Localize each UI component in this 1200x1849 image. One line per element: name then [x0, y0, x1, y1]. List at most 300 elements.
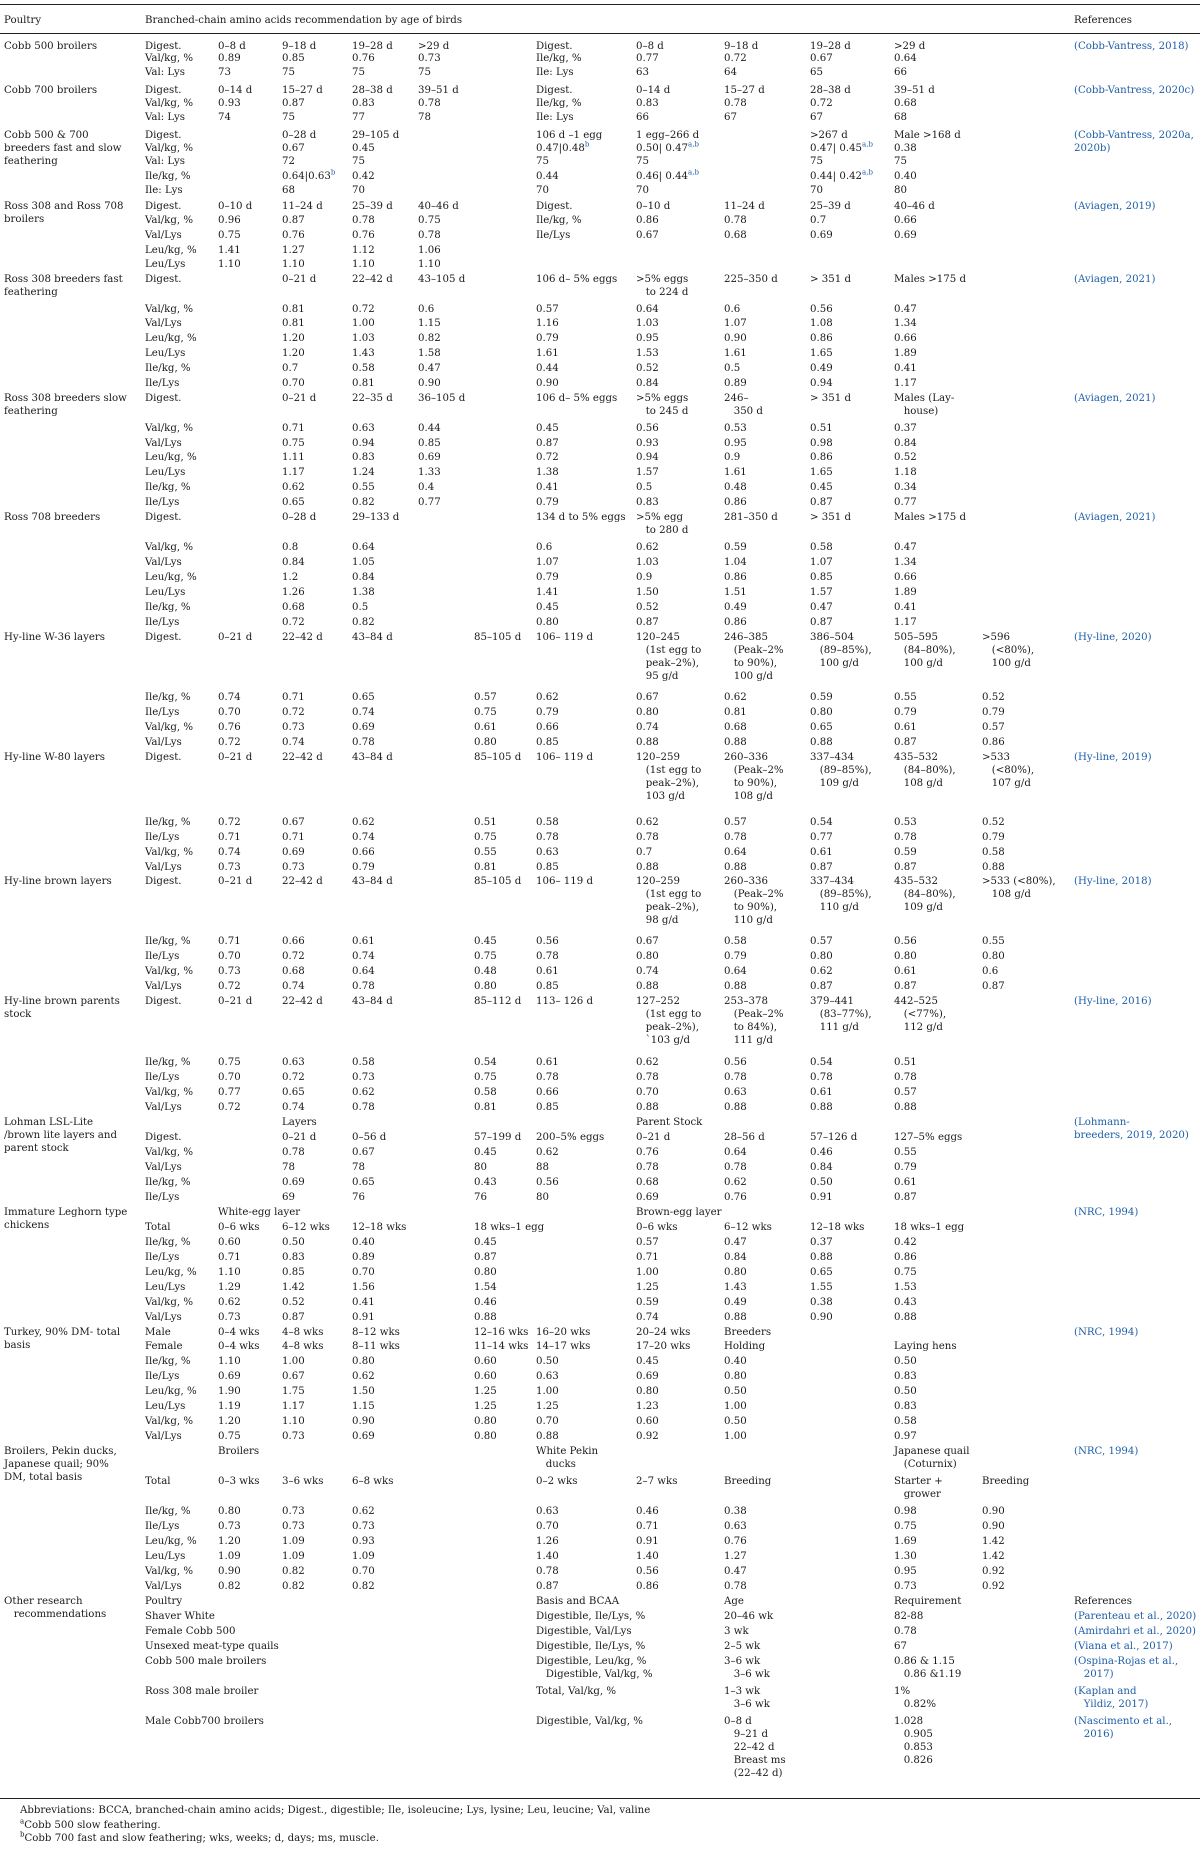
table-cell [282, 377, 305, 390]
cell-text: >596 (<80%), 100 g/d [982, 632, 1035, 669]
cell-text: 0.85 [536, 1102, 559, 1113]
table-cell [810, 1296, 833, 1309]
cell-text: 1.61 [724, 348, 747, 359]
table-cell [810, 1221, 864, 1234]
table-cell [894, 1101, 917, 1114]
cell-text: 1.89 [894, 587, 917, 598]
table-cell [724, 1281, 747, 1294]
cell-text: 386–504 (89–85%), 100 g/d [810, 632, 872, 669]
table-cell [636, 66, 649, 79]
reference-link[interactable] [1074, 200, 1156, 213]
table-cell [724, 1430, 747, 1443]
cell-text: 1.40 [536, 1551, 559, 1562]
table-cell [636, 1281, 659, 1294]
cell-text: 0.80 [474, 737, 497, 748]
table-cell [894, 571, 917, 584]
table-cell [352, 496, 375, 509]
table-cell [894, 1236, 917, 1249]
cell-text: 0.72 [218, 817, 241, 828]
table-cell [145, 1071, 179, 1084]
table-cell [418, 200, 459, 213]
cell-text: 9–18 d [724, 41, 759, 52]
table-cell [145, 1236, 191, 1249]
cell-text: 0.70 [352, 1566, 375, 1577]
cell-text: 0.77 [218, 1087, 241, 1098]
cell-text: 0.45 [352, 143, 375, 154]
table-cell [145, 437, 182, 450]
table-cell [282, 736, 305, 749]
table-cell [536, 317, 559, 330]
table-cell [145, 1625, 235, 1638]
table-cell [982, 706, 1005, 719]
cell-text: 85–112 d [474, 996, 522, 1007]
table-cell [474, 861, 497, 874]
cell-text: 1.00 [282, 1356, 305, 1367]
cell-text: 246–385 (Peak–2% to 90%), 100 g/d [724, 632, 784, 682]
cell-text: 12–18 wks [810, 1222, 865, 1233]
table-cell [218, 1580, 241, 1593]
cell-text: 0.50 [282, 1237, 305, 1248]
reference-link[interactable] [1074, 875, 1152, 888]
cell-text: 0.69 [810, 230, 833, 241]
table-cell [724, 1715, 786, 1780]
cell-text: Leu/Lys [145, 1551, 186, 1562]
table-cell [418, 347, 441, 360]
reference-link[interactable] [1074, 392, 1156, 405]
table-cell [536, 980, 559, 993]
cell-text: 0.80 [218, 1506, 241, 1517]
footnote-b [20, 1832, 379, 1845]
table-cell [636, 1430, 659, 1443]
table-cell [724, 935, 747, 948]
cell-text: 67 [724, 112, 737, 123]
table-cell [724, 303, 740, 316]
cell-text: 39–51 d [894, 85, 935, 96]
cell-text: 0–4 wks [218, 1327, 260, 1338]
table-cell [218, 861, 241, 874]
table-cell [536, 52, 582, 65]
table-cell [636, 861, 659, 874]
cell-text: 1.65 [810, 348, 833, 359]
table-cell [810, 601, 833, 614]
table-cell [810, 200, 851, 213]
cell-text: 1.34 [894, 318, 917, 329]
cell-text: 0.95 [724, 438, 747, 449]
table-cell [636, 1370, 659, 1383]
cell-text: 0.52 [982, 692, 1005, 703]
table-cell [218, 1281, 241, 1294]
table-cell [636, 1340, 690, 1353]
cell-text: 2–5 wk [724, 1641, 761, 1652]
table-cell [282, 691, 305, 704]
cell-text: 0.67 [636, 936, 659, 947]
reference-link[interactable] [1074, 631, 1152, 644]
table-cell [352, 831, 375, 844]
reference-link[interactable] [1074, 1206, 1138, 1219]
table-cell [145, 303, 193, 316]
cell-text: 0.73 [218, 966, 241, 977]
cell-text: 106– 119 d [536, 752, 593, 763]
cell-text: 0.73 [352, 1072, 375, 1083]
table-cell [724, 392, 763, 418]
cell-text: 0.34 [894, 482, 917, 493]
table-cell [282, 303, 305, 316]
table-cell [636, 1131, 670, 1144]
cell-text: 1.43 [724, 1282, 747, 1293]
cell-text: 0.78 [724, 1581, 747, 1592]
cell-text: 0.78 [894, 1072, 917, 1083]
table-cell [636, 736, 659, 749]
table-cell [145, 980, 182, 993]
table-cell [810, 861, 833, 874]
cell-text: 0.65 [282, 497, 305, 508]
cell-text: 0.4 [418, 482, 435, 493]
cell-text: 19–28 d [352, 41, 393, 52]
cell-text: 0.61 [536, 1057, 559, 1068]
poultry-label [4, 84, 97, 97]
cell-text: Layers [282, 1117, 317, 1128]
cell-text: 379–441 (83–77%), 111 g/d [810, 996, 872, 1033]
table-cell [145, 1191, 179, 1204]
table-cell [810, 317, 833, 330]
cell-text: 0.46 [636, 1506, 659, 1517]
table-cell [352, 950, 375, 963]
cell-text: 0–8 d 9–21 d 22–42 d Breast ms (22–42 d) [724, 1716, 786, 1779]
top-rule [0, 4, 1200, 5]
cell-text: 0.76 [724, 1536, 747, 1547]
cell-text: 0.55 [894, 1147, 917, 1158]
table-cell [810, 184, 823, 197]
cell-text: 0.62 [724, 1177, 747, 1188]
cell-text: Digest. [145, 632, 182, 643]
table-cell [145, 586, 185, 599]
table-cell [894, 1430, 917, 1443]
table-cell [724, 706, 747, 719]
cell-text: 0.98 [894, 1506, 917, 1517]
table-cell [418, 392, 465, 405]
table-cell [352, 258, 375, 271]
cell-text: 0.58 [724, 936, 747, 947]
table-cell [724, 1176, 747, 1189]
cell-text: 70 [810, 185, 823, 196]
reference-link[interactable] [1074, 1116, 1189, 1142]
cell-text: 1.07 [536, 557, 559, 568]
table-cell [536, 184, 549, 197]
table-cell [145, 52, 193, 65]
cell-text: Hy-line brown layers [4, 876, 112, 887]
cell-text: 0.91 [810, 1192, 833, 1203]
table-cell [810, 1176, 833, 1189]
cell-text: 43–84 d [352, 752, 393, 763]
table-cell [724, 481, 747, 494]
cell-text: 1.29 [218, 1282, 241, 1293]
cell-text: 0.82 [352, 617, 375, 628]
cell-text: 0.78 [536, 1566, 559, 1577]
reference-link[interactable] [1074, 995, 1152, 1008]
cell-text: 0–6 wks [218, 1222, 260, 1233]
cell-text: > 351 d [810, 274, 851, 285]
table-cell [724, 1056, 747, 1069]
cell-text: 0.85 [418, 438, 441, 449]
cell-text: 0.59 [724, 542, 747, 553]
reference-link[interactable] [1074, 273, 1156, 286]
cell-text: 1.25 [474, 1401, 497, 1412]
table-cell [724, 1251, 747, 1264]
table-cell [352, 1071, 375, 1084]
cell-text: 0.71 [636, 1252, 659, 1263]
cell-text: 78 [282, 1162, 295, 1173]
table-cell [282, 1056, 305, 1069]
table-cell [894, 751, 956, 790]
table-cell [418, 303, 434, 316]
reference-link[interactable] [1074, 129, 1194, 155]
table-cell [282, 706, 305, 719]
poultry-label [4, 273, 123, 299]
reference-link[interactable] [1074, 40, 1189, 53]
table-cell [352, 111, 365, 124]
cell-text: 1.24 [352, 467, 375, 478]
cell-text: 0.38 [894, 143, 917, 154]
table-cell [282, 1475, 323, 1488]
reference-link[interactable] [1074, 1715, 1172, 1741]
table-cell [218, 229, 241, 242]
cell-text: 0.82 [352, 497, 375, 508]
cell-text: 25–39 d [352, 201, 393, 212]
table-cell [536, 273, 617, 286]
cell-text: Ile/kg, % [145, 363, 191, 374]
cell-text: >267 d [810, 130, 848, 141]
reference-link[interactable] [1074, 1685, 1148, 1711]
table-cell [982, 1550, 1005, 1563]
cell-text: 0.40 [352, 1237, 375, 1248]
cell-text: 1.23 [636, 1401, 659, 1412]
table-cell [218, 258, 241, 271]
table-cell [352, 170, 375, 183]
table-cell [724, 347, 747, 360]
cell-text: 0.58 [894, 1416, 917, 1427]
table-cell [724, 980, 747, 993]
table-cell [282, 1086, 305, 1099]
table-cell [145, 129, 182, 142]
table-cell [982, 1565, 1005, 1578]
cell-text: 0.64 [724, 1147, 747, 1158]
table-cell [724, 1221, 772, 1234]
table-cell [145, 1610, 215, 1623]
cell-text: 1.03 [352, 333, 375, 344]
cell-text: Val: Lys [145, 156, 185, 167]
cell-text: 82-88 [894, 1611, 924, 1622]
cell-text: 0.58 [982, 847, 1005, 858]
cell-text: Digest. [536, 85, 573, 96]
header-rule [0, 33, 1200, 34]
cell-text: 0.78 [536, 832, 559, 843]
cell-text: 40–46 d [418, 201, 459, 212]
poultry-label [4, 129, 121, 168]
cell-text: 0.68 [894, 98, 917, 109]
cell-text: 0.81 [352, 378, 375, 389]
table-cell [810, 97, 833, 110]
cell-text: 0.62 [636, 817, 659, 828]
table-cell [894, 481, 917, 494]
reference-link[interactable] [1074, 1610, 1196, 1623]
table-cell [810, 1086, 833, 1099]
cell-text: 78 [352, 1162, 365, 1173]
cell-text: Digestible, Val/Lys [536, 1626, 632, 1637]
table-cell [352, 155, 365, 168]
cell-text: Leu/Lys [145, 348, 186, 359]
cell-text: 0–4 wks [218, 1341, 260, 1352]
cell-text: 0.70 [536, 1416, 559, 1427]
table-cell [352, 184, 365, 197]
cell-text: Val/kg, % [145, 847, 194, 858]
cell-text: 0.77 [636, 53, 659, 64]
table-cell [218, 965, 241, 978]
cell-text: Ile/kg, % [145, 936, 191, 947]
cell-text: 0.51 [810, 423, 833, 434]
table-cell [474, 846, 497, 859]
table-cell [282, 1370, 305, 1383]
table-cell [352, 1131, 386, 1144]
cell-text: 260–336 (Peak–2% to 90%), 108 g/d [724, 752, 784, 802]
table-cell [810, 1236, 833, 1249]
cell-text: 0.67 [282, 817, 305, 828]
table-cell [282, 1565, 305, 1578]
table-cell [636, 451, 659, 464]
cell-text: 72 [282, 156, 295, 167]
table-cell [536, 362, 559, 375]
cell-text: 0.79 [894, 707, 917, 718]
cell-text: >5% eggs to 224 d [636, 274, 689, 298]
cell-text: 0.53 [724, 423, 747, 434]
table-cell [636, 317, 659, 330]
cell-text: 0.77 [810, 832, 833, 843]
table-cell [218, 1086, 241, 1099]
cell-text: Val/Lys [145, 737, 182, 748]
cell-text: Leu/kg, % [145, 452, 197, 463]
cell-text: Val/kg, % [145, 53, 194, 64]
reference-link[interactable] [1074, 751, 1152, 764]
table-cell [282, 52, 305, 65]
table-cell [810, 1146, 833, 1159]
table-cell [894, 1610, 923, 1623]
cell-text: 0.43 [894, 1297, 917, 1308]
reference-link[interactable] [1074, 511, 1156, 524]
reference-link[interactable] [1074, 1640, 1173, 1653]
table-cell [636, 170, 699, 183]
cell-text: 1.33 [418, 467, 441, 478]
cell-text: 0.49 [724, 1297, 747, 1308]
cell-text: Val/Lys [145, 1102, 182, 1113]
cell-text: 0.71 [282, 423, 305, 434]
cell-text: Val/kg, % [145, 143, 194, 154]
cell-text: Ile/Lys [145, 617, 180, 628]
cell-text: 0.68 [282, 602, 305, 613]
cell-text: 0.52 [636, 602, 659, 613]
cell-text: 0.55 [894, 692, 917, 703]
cell-text: 0.81 [474, 1102, 497, 1113]
cell-text: 0.62 [352, 1087, 375, 1098]
cell-text: 0.46 [474, 1297, 497, 1308]
table-cell [474, 1266, 497, 1279]
cell-text: 0.85 [810, 572, 833, 583]
cell-text: 0.62 [352, 1371, 375, 1382]
cell-text: Digest. [145, 274, 182, 285]
cell-text: 0.62 [282, 482, 305, 493]
cell-text: 1.17 [894, 378, 917, 389]
table-cell [810, 875, 872, 914]
table-cell [894, 706, 917, 719]
cell-text: 0.78 [418, 230, 441, 241]
table-cell [636, 1296, 659, 1309]
reference-link[interactable] [1074, 1625, 1196, 1638]
table-cell [145, 97, 193, 110]
table-cell [352, 84, 393, 97]
cell-text: 0.57 [982, 722, 1005, 733]
table-cell [636, 1056, 659, 1069]
cell-text: 0.67 [352, 1147, 375, 1158]
cell-text: 0.6 [418, 304, 435, 315]
cell-text: Lohman LSL-Lite /brown lite layers and parent stock [4, 1117, 117, 1154]
table-cell [636, 1146, 659, 1159]
cell-text: 0.50 [894, 1386, 917, 1397]
reference-link[interactable] [1074, 1445, 1138, 1458]
cell-text: 88 [536, 1162, 549, 1173]
reference-link[interactable] [1074, 1326, 1138, 1339]
table-cell [894, 377, 917, 390]
table-cell [145, 481, 191, 494]
cell-text: 67 [810, 112, 823, 123]
table-cell [536, 466, 559, 479]
cell-text: 0.51 [894, 1057, 917, 1068]
cell-text: 1.57 [810, 587, 833, 598]
cell-text: 0.64 [352, 542, 375, 553]
cell-text: 0.84 [282, 557, 305, 568]
cell-text: 0.74 [218, 847, 241, 858]
table-cell [145, 601, 191, 614]
cell-text: (Cobb-Vantress, 2018) [1074, 41, 1189, 52]
table-cell [145, 706, 179, 719]
table-cell [636, 816, 659, 829]
cell-text: 0.55 [474, 847, 497, 858]
cell-text: 0.56 [636, 423, 659, 434]
cell-text: 1.38 [536, 467, 559, 478]
cell-text: 1.12 [352, 245, 375, 256]
table-cell [810, 1056, 833, 1069]
reference-link[interactable] [1074, 84, 1194, 97]
table-cell [810, 332, 833, 345]
cell-text: 0.80 [474, 1416, 497, 1427]
table-cell [724, 451, 740, 464]
cell-text: 0.6 [982, 966, 999, 977]
table-cell [282, 66, 295, 79]
poultry-label [4, 1206, 127, 1232]
table-cell [145, 1161, 182, 1174]
table-cell [536, 751, 593, 764]
cell-text: 0.41 [894, 363, 917, 374]
table-cell [218, 846, 241, 859]
table-cell [894, 317, 917, 330]
reference-link[interactable] [1074, 1655, 1178, 1681]
table-cell [894, 1191, 917, 1204]
table-cell [418, 97, 441, 110]
cell-text: 505–595 (84–80%), 100 g/d [894, 632, 956, 669]
table-cell [282, 1355, 305, 1368]
cell-text: >5% eggs to 245 d [636, 393, 689, 417]
footnote-b-text: Cobb 700 fast and slow feathering; wks, weeks; d, days; ms, muscle. [24, 1833, 379, 1844]
table-cell [282, 129, 316, 142]
table-cell [352, 1565, 375, 1578]
cell-text: 0.88 [724, 862, 747, 873]
